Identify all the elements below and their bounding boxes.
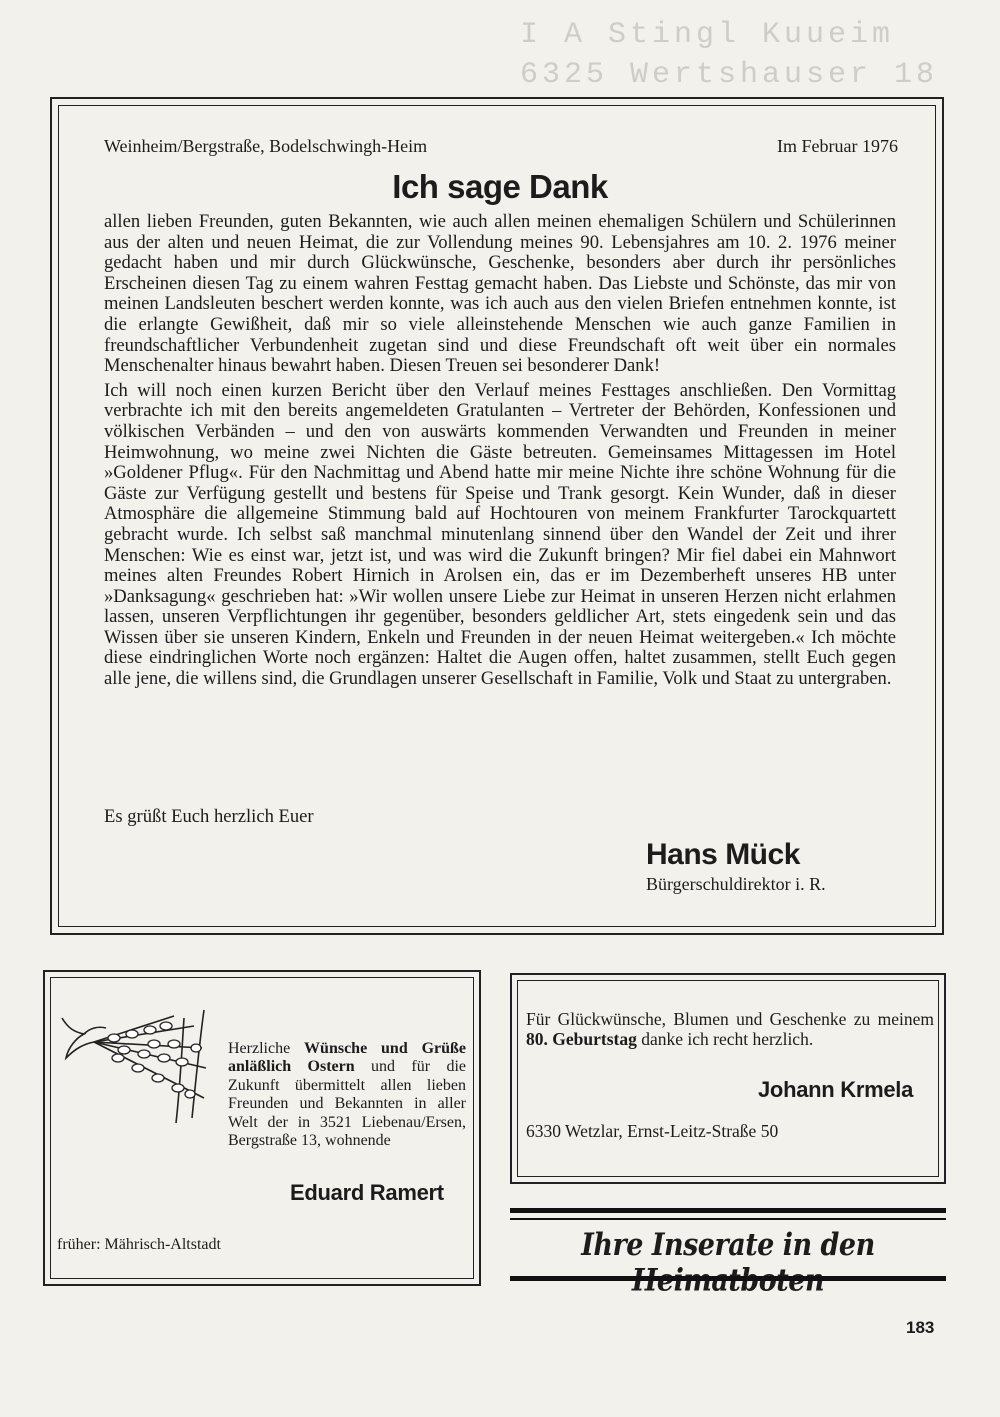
birthday-ad-text-before: Für Glückwünsche, Blumen und Geschenke zu meinem [526, 1009, 934, 1029]
show-through-text: 6325 Wertshauser 18 [520, 58, 939, 92]
notice-title: Ich sage Dank [392, 168, 608, 205]
willow-branch-icon [54, 998, 214, 1138]
easter-ad-bold: Wünsche und Grüße anläßlich Ostern [228, 1040, 467, 1076]
notice-greeting: Es grüßt Euch herzlich Euer [104, 806, 314, 827]
signature-name: Hans Mück [646, 838, 800, 871]
notice-header [104, 136, 898, 157]
notice-paragraph: allen lieben Freunden, guten Bekannten, wie auch allen meinen ehemaligen Schülern und Schülerinnen aus der alten und neuen Heimat, die zur Vollendung meines 90. Lebensjahres am 10. 2. 1976 meiner gedacht haben und mir durch Glückwünsche, Geschenke, besonders aber durch ihr persönliches Erscheinen diesen Tag zu einem wahren Festtag gemacht haben. Das Liebste und Schönste, das mir von meinen Landsleuten beschert werden konnte, was ich auch aus den vielen Briefen entnehmen konnte, ist die erlangte Gewißheit, daß mir so viele alleinstehende Menschen wie auch ganze Familien in freundschaftlicher Verbundenheit zugetan sind und diese Freundschaft oft weit über ein normales Menschenalter hinaus bewahrt haben. Diesen Treuen sei besonderer Dank! [104, 211, 896, 377]
notice-body [104, 212, 896, 690]
banner-text: Ihre Inserate in den [581, 1227, 875, 1263]
easter-ad-name: Eduard Ramert [290, 1180, 444, 1205]
banner-rule-top [510, 1208, 946, 1213]
birthday-ad-text-after: danke ich recht herzlich. [641, 1028, 814, 1049]
easter-ad-former-residence: früher: Mährisch-Altstadt [57, 1236, 221, 1253]
page-number: 183 [906, 1318, 935, 1337]
signature-title: Bürgerschuldirektor i. R. [646, 874, 826, 894]
birthday-ad-address: 6330 Wetzlar, Ernst-Leitz-Straße 50 [526, 1121, 779, 1141]
banner-rule-top-thin [510, 1218, 946, 1220]
notice-paragraph: Ich will noch einen kurzen Bericht über den Verlauf meines Festtages anschließen. Den Vormittag verbrachte ich mit den bereits angemeldeten Gratulanten – Vertreter der Behörden, Konfessionen und völkischen Verbänden – und den von auswärts kommenden Verwandten und Freunden in meiner Heimwohnung, wo meine zwei Nichten die Gäste betreuten. Gemeinsames Mittagessen im Hotel »Goldener Pflug«. Für den Nachmittag und Abend hatte mir meine Nichte ihre schöne Wohnung für die Gäste zur Verfügung gestellt und bestens für Speise und Trank gesorgt. Kein Wunder, daß in dieser Atmosphäre die allgemeine Stimmung bald auf Hochtouren von meinem Frankfurter Tarockquartett gebracht wurde. Ich selbst saß manchmal minutenlang sinnend über den Wandel der Zeit und ihrer Menschen: Wie es einst war, jetzt ist, und was wird die Zukunft bringen? Mir fiel dabei ein Mahnwort meines alten Freundes Robert Hirnich in Arolsen ein, das er im Dezemberheft unseres HB unter »Danksagung« geschrieben hat: »Wir wollen unsere Liebe zur Heimat in unseren Herzen nicht erlahmen lassen, unseren Verpflichtungen ihr gegenüber, besonders geldlicher Art, stets eingedenk sein und das Wissen über sie unseren Kindern, Enkeln und Freunden in der neuen Heimat weitergeben.« Ich möchte diese eindringlichen Worte noch ergänzen: Haltet die Augen offen, haltet zusammen, stellt Euch gegen alle jene, die willens sind, die Grundlagen unserer Gesellschaft in Familie, Volk und Staat zu untergraben. [104, 379, 896, 690]
notice-date: Im Februar 1976 [777, 136, 898, 156]
banner-rule-bottom [510, 1276, 946, 1281]
easter-ad-rest: und für die Zukunft übermittelt allen lieben Freunden und Bekannten in aller Welt der in 3521 Liebenau/Ersen, Bergstraße 13, wohnende [228, 1058, 466, 1150]
easter-ad-intro: Herzliche [228, 1040, 291, 1057]
birthday-ad-text [526, 1010, 934, 1049]
easter-ad-text [228, 1040, 466, 1150]
birthday-ad-name: Johann Krmela [758, 1077, 914, 1102]
show-through-text: I A Stingl Kuueim [520, 18, 895, 52]
notice-place: Weinheim/Bergstraße, Bodelschwingh-Heim [104, 136, 428, 156]
birthday-ad-bold: 80. Geburtstag [526, 1028, 637, 1049]
